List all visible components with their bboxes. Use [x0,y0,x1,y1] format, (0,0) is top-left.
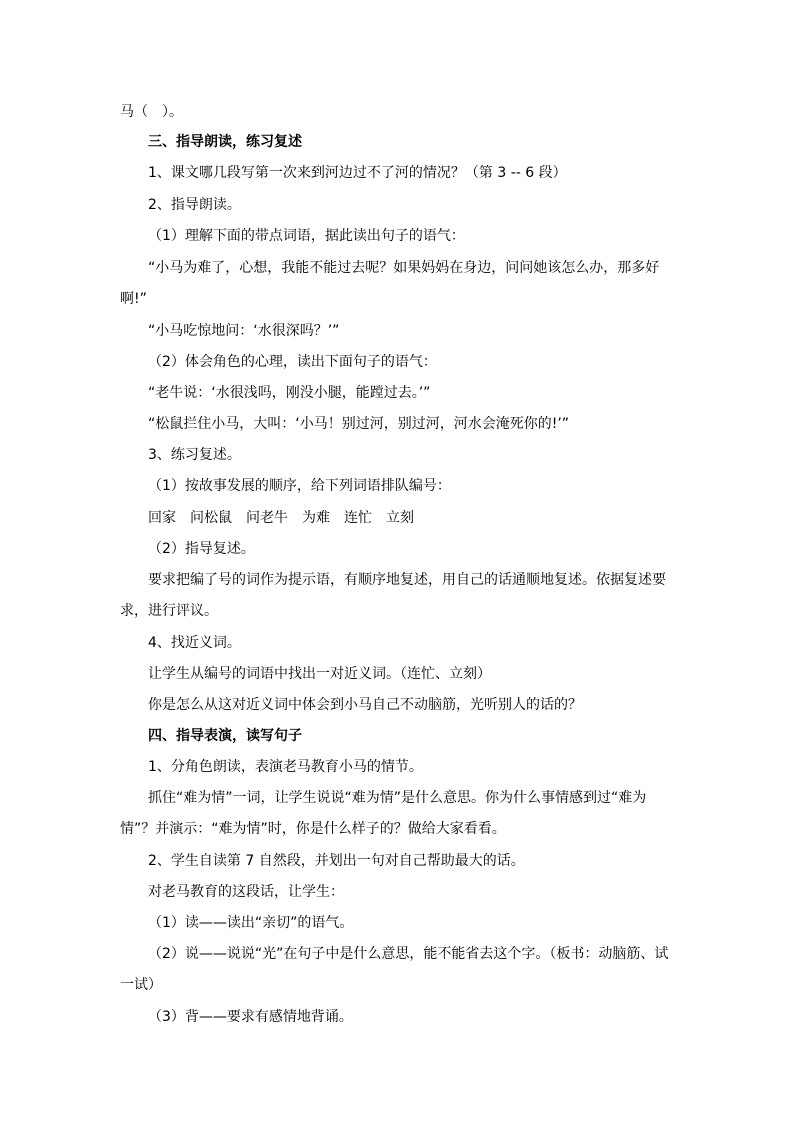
quote-line-4: “松鼠拦住小马，大叫：‘小马！别过河，别过河，河水会淹死你的!’” [148,416,570,432]
word-list: 回家 问松鼠 问老牛 为难 连忙 立刻 [148,510,414,526]
question-1: 1、课文哪几段写第一次来到河边过不了河的情况？（第 3 -- 6 段） [148,165,567,181]
step-2-heading: 2、指导朗读。 [148,197,241,213]
teaching-intro-line: 对老马教育的这段话，让学生： [148,884,344,900]
embarrassed-paragraph: 抓住“难为情”一词，让学生说说“难为情”是什么意思。你为什么事情感到过“难为情”？并演示：“难为情”时，你是什么样子的？做给大家看看。 [120,790,647,837]
section-heading-3: 三、指导朗读，练习复述 [148,134,302,150]
retelling-paragraph: 要求把编了号的词作为提示语，有顺序地复述，用自己的话通顺地复述。依据复述要求，进行评议。 [120,572,666,619]
sub-step-3-2: （2）指导复述。 [148,541,255,557]
quote-paragraph-1: “小马为难了，心想，我能不能过去呢？如果妈妈在身边，问问她该怎么办，那多好啊!” [120,260,660,307]
synonym-line: 让学生从编号的词语中找出一对近义词。（连忙、立刻） [148,666,491,682]
quote-line-2: “小马吃惊地问：‘水很深吗？’” [148,323,340,339]
self-reading-line: 2、学生自读第 7 自然段，并划出一句对自己帮助最大的话。 [148,853,525,869]
speak-step: （2）说——说说“光”在句子中是什么意思，能不能省去这个字。（板书：动脑筋、试一试） [120,946,669,993]
reflection-question: 你是怎么从这对近义词中体会到小马自己不动脑筋，光听别人的话的？ [148,697,582,713]
step-3-heading: 3、练习复述。 [148,447,241,463]
section-heading-4: 四、指导表演，读写句子 [148,728,302,744]
recite-step: （3）背——要求有感情地背诵。 [148,1009,353,1025]
text-line: 马（ ）。 [120,104,183,120]
sub-step-3-1: （1）按故事发展的顺序，给下列词语排队编号： [148,478,451,494]
quote-line-3: “老牛说：‘水很浅吗，刚没小腿，能蹚过去。’” [148,385,431,401]
roleplay-line: 1、分角色朗读，表演老马教育小马的情节。 [148,759,423,775]
sub-step-1: （1）理解下面的带点词语，据此读出句子的语气： [148,228,465,244]
sub-step-2: （2）体会角色的心理，读出下面句子的语气： [148,354,437,370]
step-4-heading: 4、找近义词。 [148,635,241,651]
read-step: （1）读——读出“亲切”的语气。 [148,915,354,931]
